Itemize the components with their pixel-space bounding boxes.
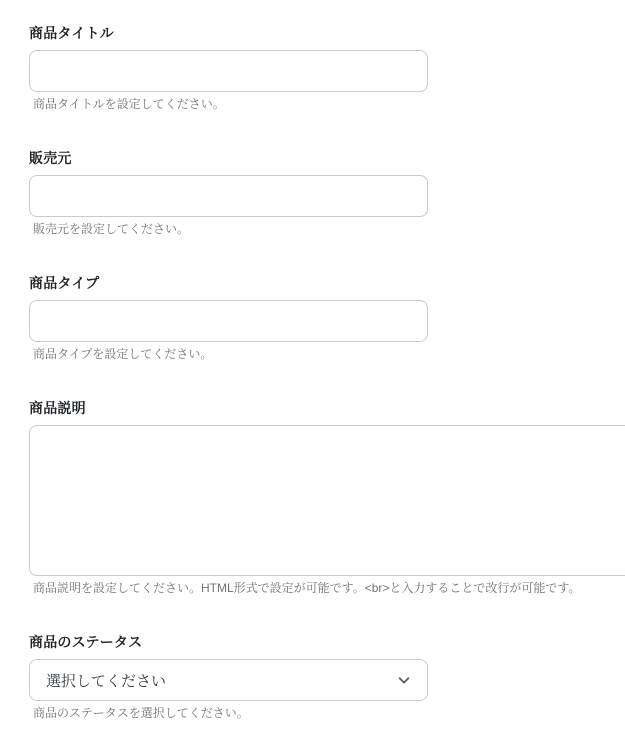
field-product-type	[29, 273, 625, 362]
chevron-down-icon	[396, 672, 412, 688]
field-vendor	[29, 148, 625, 237]
product-status-help: 商品のステータスを選択してください。	[33, 706, 249, 720]
field-product-description	[29, 398, 625, 596]
vendor-input[interactable]	[29, 175, 428, 217]
vendor-help: 販売元を設定してください。	[33, 222, 190, 236]
field-product-status	[29, 632, 625, 721]
product-description-label: 商品説明	[29, 400, 86, 416]
product-description-textarea[interactable]	[29, 425, 625, 576]
vendor-label: 販売元	[29, 150, 72, 166]
product-status-select[interactable]	[29, 659, 428, 701]
product-type-label: 商品タイプ	[29, 275, 100, 291]
product-type-help: 商品タイプを設定してください。	[33, 347, 213, 361]
product-title-input[interactable]	[29, 50, 428, 92]
product-description-help: 商品説明を設定してください。HTML形式で設定が可能です。<br>と入力することで改行が可能です。	[33, 581, 581, 595]
field-product-title	[29, 23, 625, 112]
product-status-selected-value: 選択してください	[46, 672, 167, 690]
product-title-label: 商品タイトル	[29, 25, 114, 41]
product-type-input[interactable]	[29, 300, 428, 342]
product-title-help: 商品タイトルを設定してください。	[33, 97, 225, 111]
product-status-label: 商品のステータス	[29, 634, 143, 650]
